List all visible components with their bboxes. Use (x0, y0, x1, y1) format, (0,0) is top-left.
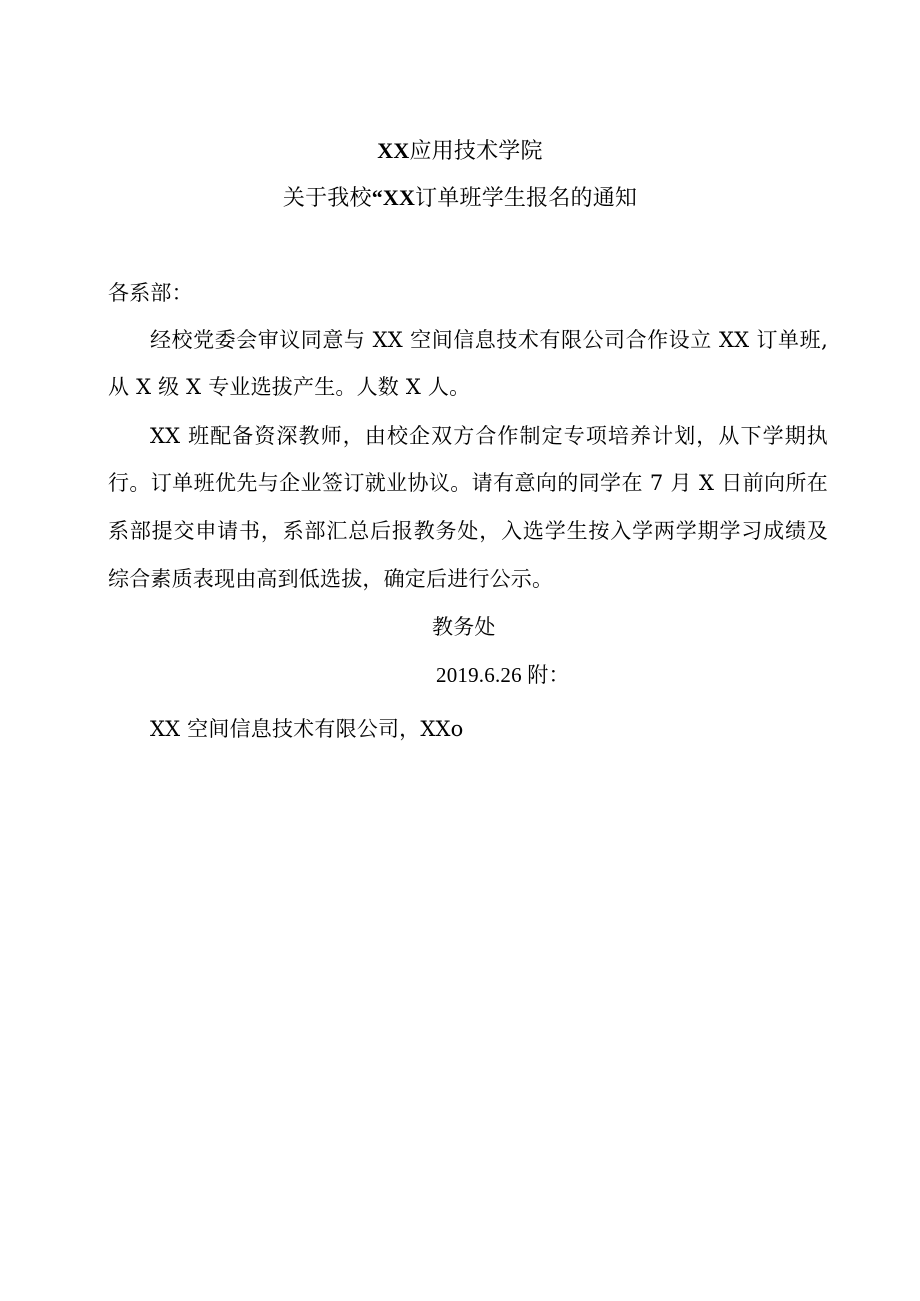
title-notice-bold: “XX (371, 185, 416, 210)
salutation: 各系部： (108, 281, 193, 305)
title-notice-prefix: 关于我校 (282, 186, 372, 211)
paragraph2-line4: 综合素质表现由高到低选拔，确定后进行公示。 (108, 567, 554, 591)
attachment-line: XX 空间信息技术有限公司，XXo (150, 717, 464, 741)
paragraph1-line1: 经校党委会审议同意与 XX 空间信息技术有限公司合作设立 XX 订单班, (150, 328, 828, 352)
title-school-abbrev: XX (377, 138, 410, 163)
paragraph1-line2: 从 X 级 X 专业选拔产生。人数 X 人。 (108, 375, 471, 399)
title-notice-suffix: 订单班学生报名的通知 (415, 186, 638, 211)
paragraph2-line2: 行。订单班优先与企业签订就业协议。请有意向的同学在 7 月 X 日前向所在 (108, 471, 828, 495)
paragraph2-line1: XX 班配备资深教师，由校企双方合作制定专项培养计划，从下学期执 (150, 424, 828, 448)
date-and-attachment-label: 2019.6.26 附： (436, 663, 570, 687)
signature-office: 教务处 (432, 615, 496, 639)
document-title-notice (0, 184, 920, 213)
paragraph2-line3: 系部提交申请书，系部汇总后报教务处，入选学生按入学两学期学习成绩及 (108, 519, 828, 543)
title-school-name: 应用技术学院 (409, 139, 543, 164)
document-title-school (0, 137, 920, 166)
